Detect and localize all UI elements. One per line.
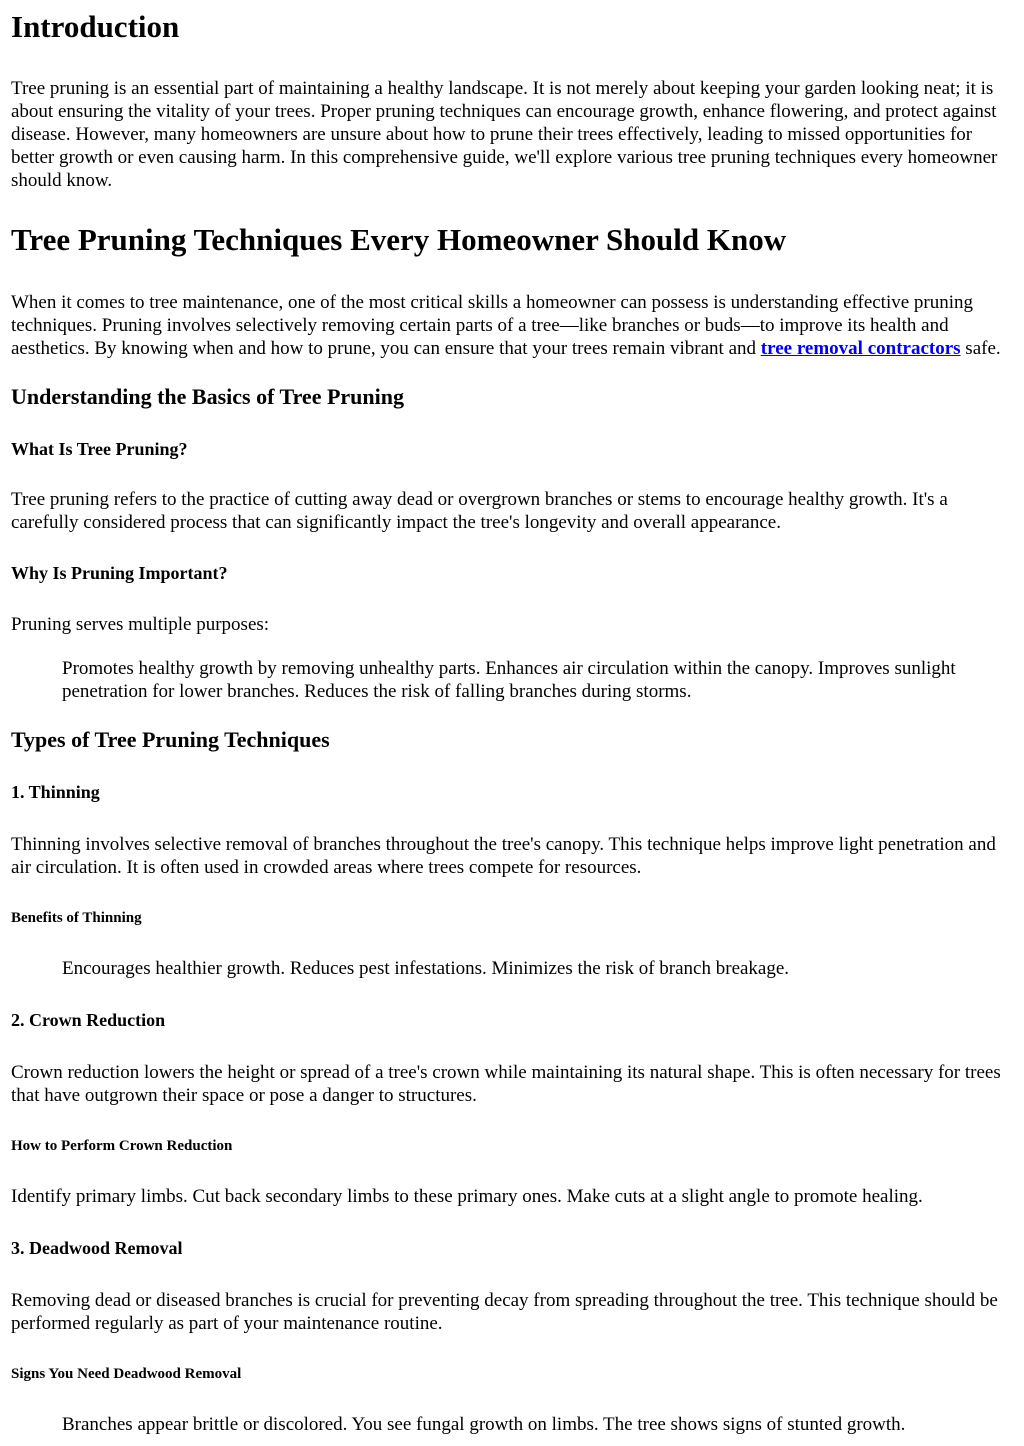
thinning-heading: 1. Thinning (11, 782, 100, 802)
thinning-benefits-heading: Benefits of Thinning (11, 910, 142, 926)
deadwood-heading: 3. Deadwood Removal (11, 1238, 183, 1258)
main-paragraph-text: When it comes to tree maintenance, one of the most critical skills a homeowner can possess is understanding effective pruning techniques. Pruning involves selectively removing certain parts of a tree—like branches or buds—to improve its health and aesthetics. By knowing when and how to prune, you can ensure that your trees remain vibrant and (11, 292, 974, 359)
what-heading: What Is Tree Pruning? (11, 439, 188, 459)
crown-reduction-paragraph: Crown reduction lowers the height or spread of a tree's crown while maintaining its natural shape. This is often necessary for trees that have outgrown their space or pose a danger to structures. (11, 1062, 1001, 1106)
why-heading: Why Is Pruning Important? (11, 563, 228, 583)
deadwood-signs-list: Branches appear brittle or discolored. You see fungal growth on limbs. The tree shows signs of stunted growth. (62, 1414, 906, 1435)
main-heading: Tree Pruning Techniques Every Homeowner Should Know (11, 222, 787, 257)
intro-heading: Introduction (11, 9, 180, 44)
main-paragraph-tail: safe. (960, 338, 1001, 359)
crown-reduction-how-heading: How to Perform Crown Reduction (11, 1138, 233, 1154)
why-list: Promotes healthy growth by removing unhealthy parts. Enhances air circulation within the canopy. Improves sunlight penetration for lower branches. Reduces the risk of falling branches during storms. (62, 658, 956, 702)
types-heading: Types of Tree Pruning Techniques (11, 727, 330, 752)
basics-heading: Understanding the Basics of Tree Pruning (11, 384, 404, 409)
main-paragraph (11, 291, 1014, 360)
thinning-paragraph: Thinning involves selective removal of branches throughout the tree's canopy. This technique helps improve light penetration and air circulation. It is often used in crowded areas where trees compete for resources. (11, 834, 996, 878)
what-paragraph: Tree pruning refers to the practice of cutting away dead or overgrown branches or stems to encourage healthy growth. It's a carefully considered process that can significantly impact the tree's longevity and overall appearance. (11, 489, 948, 533)
tree-removal-contractors-link[interactable]: tree removal contractors (760, 338, 961, 359)
deadwood-paragraph: Removing dead or diseased branches is crucial for preventing decay from spreading throughout the tree. This technique should be performed regularly as part of your maintenance routine. (11, 1290, 998, 1334)
thinning-benefits-list: Encourages healthier growth. Reduces pest infestations. Minimizes the risk of branch breakage. (62, 958, 790, 979)
crown-reduction-steps: Identify primary limbs. Cut back secondary limbs to these primary ones. Make cuts at a slight angle to promote healing. (11, 1186, 923, 1207)
intro-paragraph: Tree pruning is an essential part of maintaining a healthy landscape. It is not merely about keeping your garden looking neat; it is about ensuring the vitality of your trees. Proper pruning techniques can encourage growth, enhance flowering, and protect against disease. However, many homeowners are unsure about how to prune their trees effectively, leading to missed opportunities for better growth or even causing harm. In this comprehensive guide, we'll explore various tree pruning techniques every homeowner should know. (11, 78, 998, 191)
crown-reduction-heading: 2. Crown Reduction (11, 1010, 166, 1030)
why-paragraph: Pruning serves multiple purposes: (11, 614, 270, 635)
deadwood-signs-heading: Signs You Need Deadwood Removal (11, 1366, 242, 1382)
